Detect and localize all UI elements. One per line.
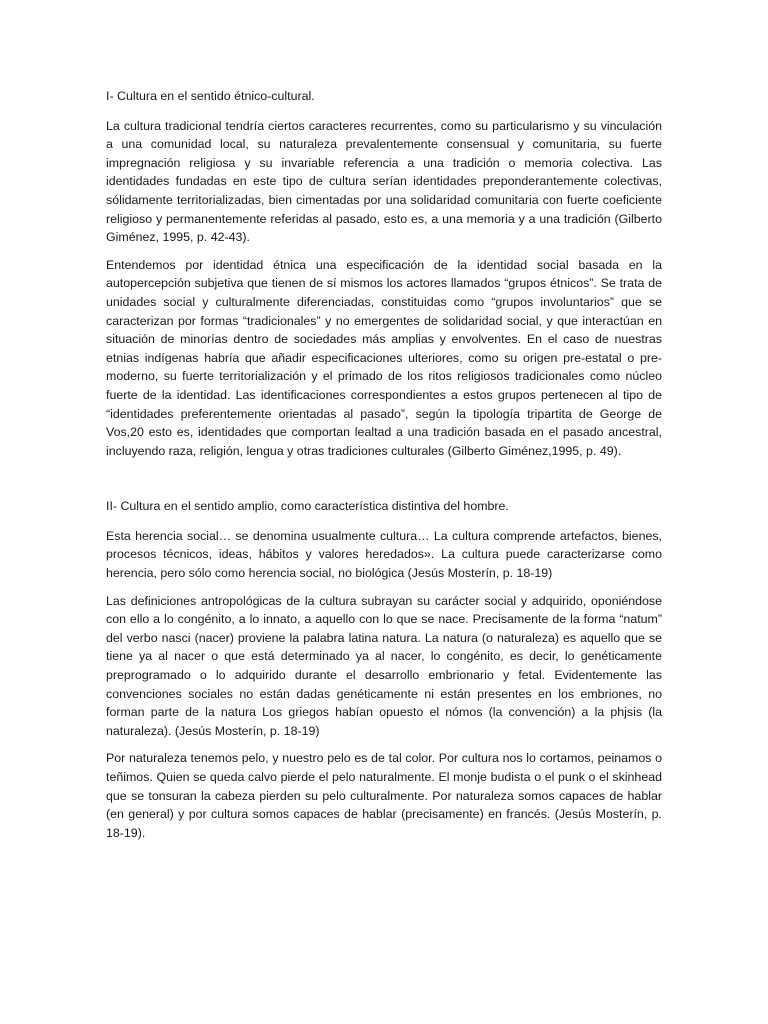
section-1-paragraph-2: Entendemos por identidad étnica una especificación de la identidad social basada en la autopercepción subjetiva que tienen de sí mismos los actores llamados “grupos étnicos”. Se trata de unidades social y culturalmente diferenciadas, constituidas como “grupos involuntarios” que se caracterizan por formas “tradicionales” y no emergentes de solidaridad social, y que interactúan en situación de minorías dentro de sociedades más amplias y envolventes. En el caso de nuestras etnias indígenas habría que añadir especificaciones ulteriores, como su origen pre-estatal o pre-moderno, su fuerte territorialización y el primado de los ritos religiosos tradicionales como núcleo fuerte de la identidad. Las identificaciones correspondientes a estos grupos pertenecen al tipo de “identidades preferentemente orientadas al pasado”, según la tipología tripartita de George de Vos,20 esto es, identidades que comportan lealtad a una tradición basada en el pasado ancestral, incluyendo raza, religión, lengua y otras tradiciones culturales (Gilberto Giménez,1995, p. 49).: [106, 257, 662, 458]
section-spacer: [106, 469, 662, 497]
section-1-heading: I- Cultura en el sentido étnico-cultural.: [106, 89, 315, 103]
section-2-paragraph-1: Esta herencia social… se denomina usualmente cultura… La cultura comprende artefactos, bienes, procesos técnicos, ideas, hábitos y valores heredados». La cultura puede caracterizarse como herencia, pero sólo como herencia social, no biológica (Jesús Mosterín, p. 18-19): [106, 528, 662, 581]
section-2-paragraph-2: Las definiciones antropológicas de la cultura subrayan su carácter social y adquirido, oponiéndose con ello a lo congénito, a lo innato, a aquello con lo que se nace. Precisamente de la forma “natum” del verbo nasci (nacer) proviene la palabra latina natura. La natura (o naturaleza) es aquello que se tiene ya al nacer o que está determinado ya al nacer, lo congénito, es decir, lo genéticamente preprogramado o lo adquirido durante el desarrollo embrionario y fetal. Evidentemente las convenciones sociales no están dadas genéticamente ni están presentes en los embriones, no forman parte de la natura Los griegos habían opuesto el nómos (la convención) a la phjsis (la naturaleza). (Jesús Mosterín, p. 18-19): [106, 593, 662, 738]
section-2-heading: II- Cultura en el sentido amplio, como característica distintiva del hombre.: [106, 499, 509, 514]
section-2-paragraph-3: Por naturaleza tenemos pelo, y nuestro pelo es de tal color. Por cultura nos lo cortamos, peinamos o teñimos. Quien se queda calvo pierde el pelo naturalmente. El monje budista o el punk o el skinhead que se tonsuran la cabeza pierden su pelo culturalmente. Por naturaleza somos capaces de hablar (en general) y por cultura somos capaces de hablar (precisamente) en francés. (Jesús Mosterín, p. 18-19).: [106, 751, 662, 840]
section-1-paragraph-1: La cultura tradicional tendría ciertos caracteres recurrentes, como su particularismo y su vinculación a una comunidad local, su naturaleza prevalentemente consensual y comunitaria, su fuerte impregnación religiosa y su invariable referencia a una tradición o memoria colectiva. Las identidades fundadas en este tipo de cultura serían identidades preponderantemente colectivas, sólidamente territorializadas, bien cimentadas por una solidaridad comunitaria con fuerte coeficiente religioso y permanentemente referidas al pasado, esto es, a una memoria y a una tradición (Gilberto Giménez, 1995, p. 42-43).: [106, 118, 662, 245]
